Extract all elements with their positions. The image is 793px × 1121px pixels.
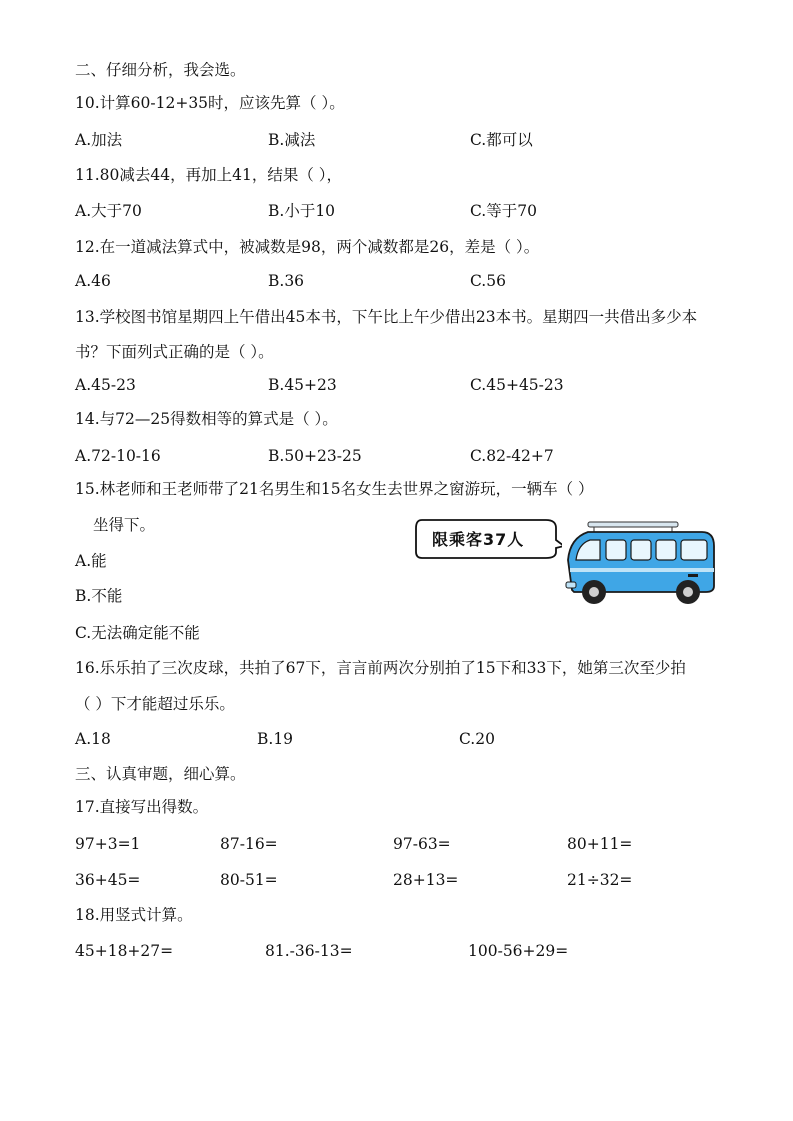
question-13-stem-line1: 13.学校图书馆星期四上午借出45本书，下午比上午少借出23本书。星期四一共借出多少本	[75, 308, 698, 326]
question-15-option-c: C.无法确定能不能	[75, 624, 200, 642]
speech-bubble-text: 限乘客37人	[432, 530, 525, 549]
question-16-option-a: A.18	[75, 730, 111, 748]
bus-icon	[560, 520, 720, 606]
question-11-option-b: B.小于10	[268, 202, 336, 220]
section3-title: 三、认真审题，细心算。	[75, 765, 246, 783]
calc-item: 97-63=	[393, 835, 451, 853]
question-13-option-b: B.45+23	[268, 376, 337, 394]
question-10-stem: 10.计算60-12+35时，应该先算（ ）。	[75, 94, 345, 112]
question-15-option-b: B.不能	[75, 587, 123, 605]
question-13-option-a: A.45-23	[75, 376, 136, 394]
question-17-stem: 17.直接写出得数。	[75, 798, 209, 816]
question-11-stem: 11.80减去44，再加上41，结果（ ），	[75, 166, 342, 184]
question-12-stem: 12.在一道减法算式中，被减数是98，两个减数都是26，差是（ ）。	[75, 238, 540, 256]
question-14-stem: 14.与72—25得数相等的算式是（ ）。	[75, 410, 338, 428]
calc-item: 87-16=	[220, 835, 278, 853]
question-13-stem-line2: 书？下面列式正确的是（ ）。	[75, 343, 274, 361]
bus-illustration	[410, 514, 720, 606]
calc-item: 28+13=	[393, 871, 459, 889]
calc-item: 36+45=	[75, 871, 141, 889]
question-15-stem-line2: 坐得下。	[93, 516, 156, 534]
question-13-option-c: C.45+45-23	[470, 376, 564, 394]
question-10-option-c: C.都可以	[470, 131, 533, 149]
question-12-option-b: B.36	[268, 272, 305, 290]
question-16-stem-line2: （ ）下才能超过乐乐。	[75, 695, 235, 713]
question-16-option-c: C.20	[459, 730, 495, 748]
question-10-option-a: A.加法	[75, 131, 123, 149]
question-12-option-a: A.46	[75, 272, 111, 290]
question-16-stem-line1: 16.乐乐拍了三次皮球，共拍了67下，言言前两次分别拍了15下和33下，她第三次至少拍	[75, 659, 686, 677]
question-16-option-b: B.19	[257, 730, 294, 748]
question-15-option-a: A.能	[75, 552, 107, 570]
vertical-calc-item: 81.-36-13=	[265, 942, 353, 960]
question-10-option-b: B.减法	[268, 131, 316, 149]
calc-item: 21÷32=	[567, 871, 633, 889]
question-18-stem: 18.用竖式计算。	[75, 906, 193, 924]
question-11-option-c: C.等于70	[470, 202, 537, 220]
question-12-option-c: C.56	[470, 272, 506, 290]
calc-item: 80-51=	[220, 871, 278, 889]
question-14-option-a: A.72-10-16	[75, 447, 161, 465]
calc-item: 97+3=1	[75, 835, 141, 853]
question-11-option-a: A.大于70	[75, 202, 142, 220]
calc-item: 80+11=	[567, 835, 633, 853]
question-14-option-b: B.50+23-25	[268, 447, 362, 465]
section2-title: 二、仔细分析，我会选。	[75, 61, 246, 79]
question-15-stem-line1: 15.林老师和王老师带了21名男生和15名女生去世界之窗游玩，一辆车（ ）	[75, 480, 594, 498]
vertical-calc-item: 45+18+27=	[75, 942, 174, 960]
question-14-option-c: C.82-42+7	[470, 447, 554, 465]
vertical-calc-item: 100-56+29=	[468, 942, 569, 960]
